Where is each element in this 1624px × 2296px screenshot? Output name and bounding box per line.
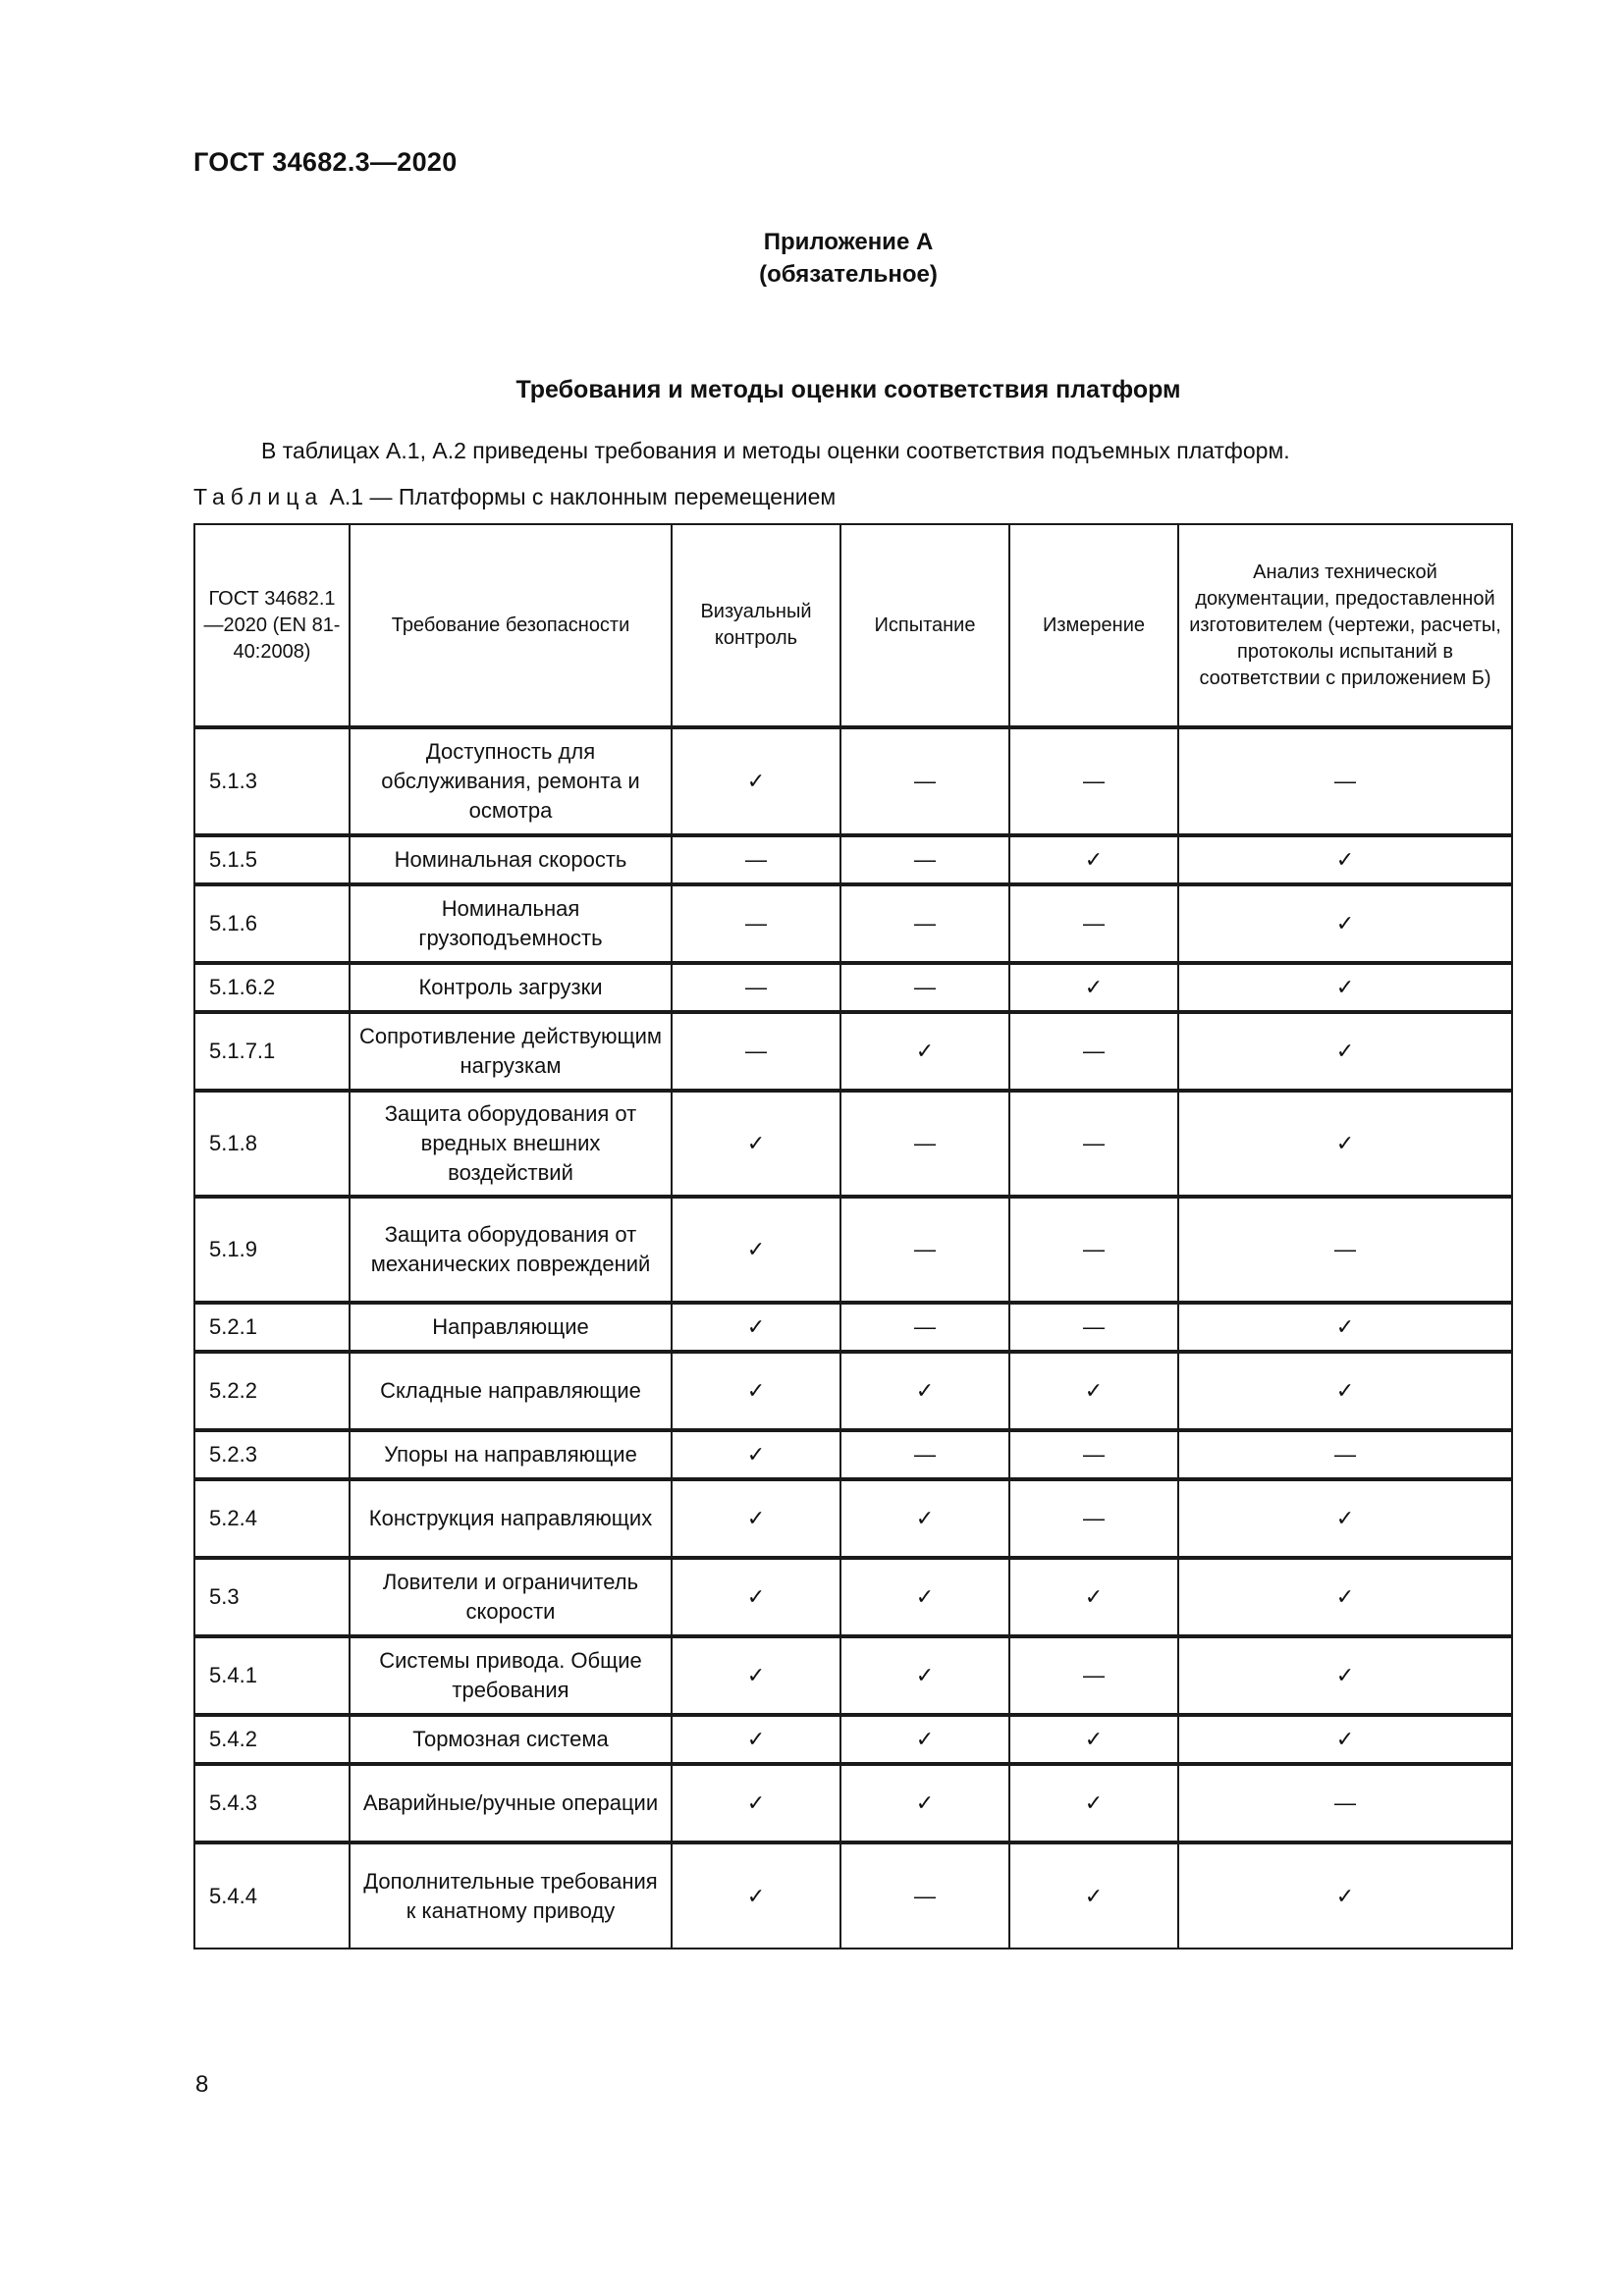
- test-cell: ✓: [840, 1558, 1009, 1636]
- column-header-test: Испытание: [840, 524, 1009, 727]
- visual-cell: ✓: [672, 1764, 840, 1842]
- docs-cell: ✓: [1178, 1352, 1512, 1430]
- table-row: [194, 1842, 1512, 1949]
- annex-status: (обязательное): [759, 261, 938, 288]
- requirement-cell: Защита оборудования от вредных внешних воздействий: [350, 1091, 672, 1197]
- requirement-cell: Тормозная система: [350, 1715, 672, 1764]
- clause-cell: 5.3: [194, 1558, 350, 1636]
- measure-cell: —: [1009, 1303, 1178, 1352]
- docs-cell: ✓: [1178, 1842, 1512, 1949]
- column-header-measure: Измерение: [1009, 524, 1178, 727]
- docs-cell: —: [1178, 1764, 1512, 1842]
- table-row: [194, 835, 1512, 884]
- requirements-table: [193, 523, 1513, 1949]
- docs-cell: ✓: [1178, 1091, 1512, 1197]
- test-cell: —: [840, 1197, 1009, 1303]
- requirement-cell: Защита оборудования от механических повреждений: [350, 1197, 672, 1303]
- table-row: [194, 1303, 1512, 1352]
- measure-cell: ✓: [1009, 835, 1178, 884]
- requirement-cell: Складные направляющие: [350, 1352, 672, 1430]
- measure-cell: ✓: [1009, 1842, 1178, 1949]
- section-title-text: Требования и методы оценки соответствия платформ: [515, 376, 1181, 403]
- docs-cell: —: [1178, 727, 1512, 835]
- visual-cell: —: [672, 963, 840, 1012]
- measure-cell: ✓: [1009, 1352, 1178, 1430]
- docs-cell: ✓: [1178, 1636, 1512, 1715]
- measure-cell: ✓: [1009, 1558, 1178, 1636]
- table-row: [194, 1479, 1512, 1558]
- measure-cell: —: [1009, 1197, 1178, 1303]
- docs-cell: —: [1178, 1197, 1512, 1303]
- requirement-cell: Направляющие: [350, 1303, 672, 1352]
- docs-cell: ✓: [1178, 1303, 1512, 1352]
- measure-cell: ✓: [1009, 963, 1178, 1012]
- table-row: [194, 1197, 1512, 1303]
- visual-cell: ✓: [672, 1558, 840, 1636]
- table-row: [194, 884, 1512, 963]
- page-number: 8: [195, 2071, 209, 2098]
- visual-cell: ✓: [672, 1715, 840, 1764]
- requirement-cell: Упоры на направляющие: [350, 1430, 672, 1479]
- visual-cell: ✓: [672, 1303, 840, 1352]
- visual-cell: ✓: [672, 727, 840, 835]
- docs-cell: ✓: [1178, 1479, 1512, 1558]
- test-cell: —: [840, 727, 1009, 835]
- column-header-docs: Анализ технической документации, предоставленной изготовителем (чертежи, расчеты, протоколы испытаний в соответствии с приложением Б): [1178, 524, 1512, 727]
- measure-cell: —: [1009, 1091, 1178, 1197]
- test-cell: —: [840, 1303, 1009, 1352]
- test-cell: ✓: [840, 1764, 1009, 1842]
- requirement-cell: Ловители и ограничитель скорости: [350, 1558, 672, 1636]
- table-row: [194, 1352, 1512, 1430]
- clause-cell: 5.4.4: [194, 1842, 350, 1949]
- docs-cell: ✓: [1178, 1715, 1512, 1764]
- table-header-row: [194, 524, 1512, 727]
- section-title: [0, 376, 1624, 404]
- table-row: [194, 1764, 1512, 1842]
- clause-cell: 5.4.1: [194, 1636, 350, 1715]
- test-cell: —: [840, 835, 1009, 884]
- clause-cell: 5.2.2: [194, 1352, 350, 1430]
- visual-cell: ✓: [672, 1430, 840, 1479]
- table-caption-text: А.1 — Платформы с наклонным перемещением: [323, 484, 837, 509]
- annex-title: Приложение А: [763, 229, 934, 255]
- annex-heading: [0, 226, 1624, 291]
- clause-cell: 5.2.3: [194, 1430, 350, 1479]
- table-row: [194, 1012, 1512, 1091]
- visual-cell: ✓: [672, 1479, 840, 1558]
- docs-cell: ✓: [1178, 835, 1512, 884]
- clause-cell: 5.1.9: [194, 1197, 350, 1303]
- test-cell: ✓: [840, 1715, 1009, 1764]
- document-id: ГОСТ 34682.3—2020: [193, 147, 458, 177]
- docs-cell: —: [1178, 1430, 1512, 1479]
- table-row: [194, 1558, 1512, 1636]
- clause-cell: 5.4.3: [194, 1764, 350, 1842]
- clause-cell: 5.1.6: [194, 884, 350, 963]
- table-row: [194, 1091, 1512, 1197]
- test-cell: ✓: [840, 1352, 1009, 1430]
- clause-cell: 5.2.1: [194, 1303, 350, 1352]
- docs-cell: ✓: [1178, 1012, 1512, 1091]
- docs-cell: ✓: [1178, 884, 1512, 963]
- measure-cell: —: [1009, 884, 1178, 963]
- requirement-cell: Доступность для обслуживания, ремонта и осмотра: [350, 727, 672, 835]
- test-cell: ✓: [840, 1012, 1009, 1091]
- measure-cell: —: [1009, 1479, 1178, 1558]
- measure-cell: ✓: [1009, 1715, 1178, 1764]
- visual-cell: —: [672, 835, 840, 884]
- table-row: [194, 963, 1512, 1012]
- visual-cell: ✓: [672, 1197, 840, 1303]
- clause-cell: 5.1.5: [194, 835, 350, 884]
- measure-cell: —: [1009, 1012, 1178, 1091]
- test-cell: —: [840, 884, 1009, 963]
- visual-cell: ✓: [672, 1636, 840, 1715]
- intro-paragraph: В таблицах А.1, А.2 приведены требования и методы оценки соответствия подъемных платформ.: [261, 438, 1290, 463]
- table-caption: [193, 484, 836, 510]
- table-row: [194, 727, 1512, 835]
- requirement-cell: Системы привода. Общие требования: [350, 1636, 672, 1715]
- requirement-cell: Аварийные/ручные операции: [350, 1764, 672, 1842]
- requirement-cell: Номинальная скорость: [350, 835, 672, 884]
- measure-cell: —: [1009, 1430, 1178, 1479]
- table-row: [194, 1430, 1512, 1479]
- test-cell: —: [840, 1091, 1009, 1197]
- visual-cell: —: [672, 1012, 840, 1091]
- clause-cell: 5.1.8: [194, 1091, 350, 1197]
- clause-cell: 5.2.4: [194, 1479, 350, 1558]
- docs-cell: ✓: [1178, 1558, 1512, 1636]
- visual-cell: ✓: [672, 1842, 840, 1949]
- test-cell: ✓: [840, 1636, 1009, 1715]
- requirement-cell: Дополнительные требования к канатному приводу: [350, 1842, 672, 1949]
- measure-cell: —: [1009, 1636, 1178, 1715]
- measure-cell: ✓: [1009, 1764, 1178, 1842]
- requirement-cell: Сопротивление действующим нагрузкам: [350, 1012, 672, 1091]
- test-cell: ✓: [840, 1479, 1009, 1558]
- test-cell: —: [840, 963, 1009, 1012]
- measure-cell: —: [1009, 727, 1178, 835]
- test-cell: —: [840, 1430, 1009, 1479]
- visual-cell: ✓: [672, 1091, 840, 1197]
- clause-cell: 5.1.7.1: [194, 1012, 350, 1091]
- column-header-clause: ГОСТ 34682.1—2020 (EN 81-40:2008): [194, 524, 350, 727]
- requirement-cell: Номинальная грузоподъемность: [350, 884, 672, 963]
- table-row: [194, 1636, 1512, 1715]
- requirement-cell: Конструкция направляющих: [350, 1479, 672, 1558]
- column-header-visual: Визуальный контроль: [672, 524, 840, 727]
- visual-cell: —: [672, 884, 840, 963]
- clause-cell: 5.1.3: [194, 727, 350, 835]
- table-row: [194, 1715, 1512, 1764]
- visual-cell: ✓: [672, 1352, 840, 1430]
- column-header-requirement: Требование безопасности: [350, 524, 672, 727]
- clause-cell: 5.4.2: [194, 1715, 350, 1764]
- docs-cell: ✓: [1178, 963, 1512, 1012]
- clause-cell: 5.1.6.2: [194, 963, 350, 1012]
- requirement-cell: Контроль загрузки: [350, 963, 672, 1012]
- test-cell: —: [840, 1842, 1009, 1949]
- table-body: [194, 727, 1512, 1949]
- table-caption-word: Таблица: [193, 484, 324, 509]
